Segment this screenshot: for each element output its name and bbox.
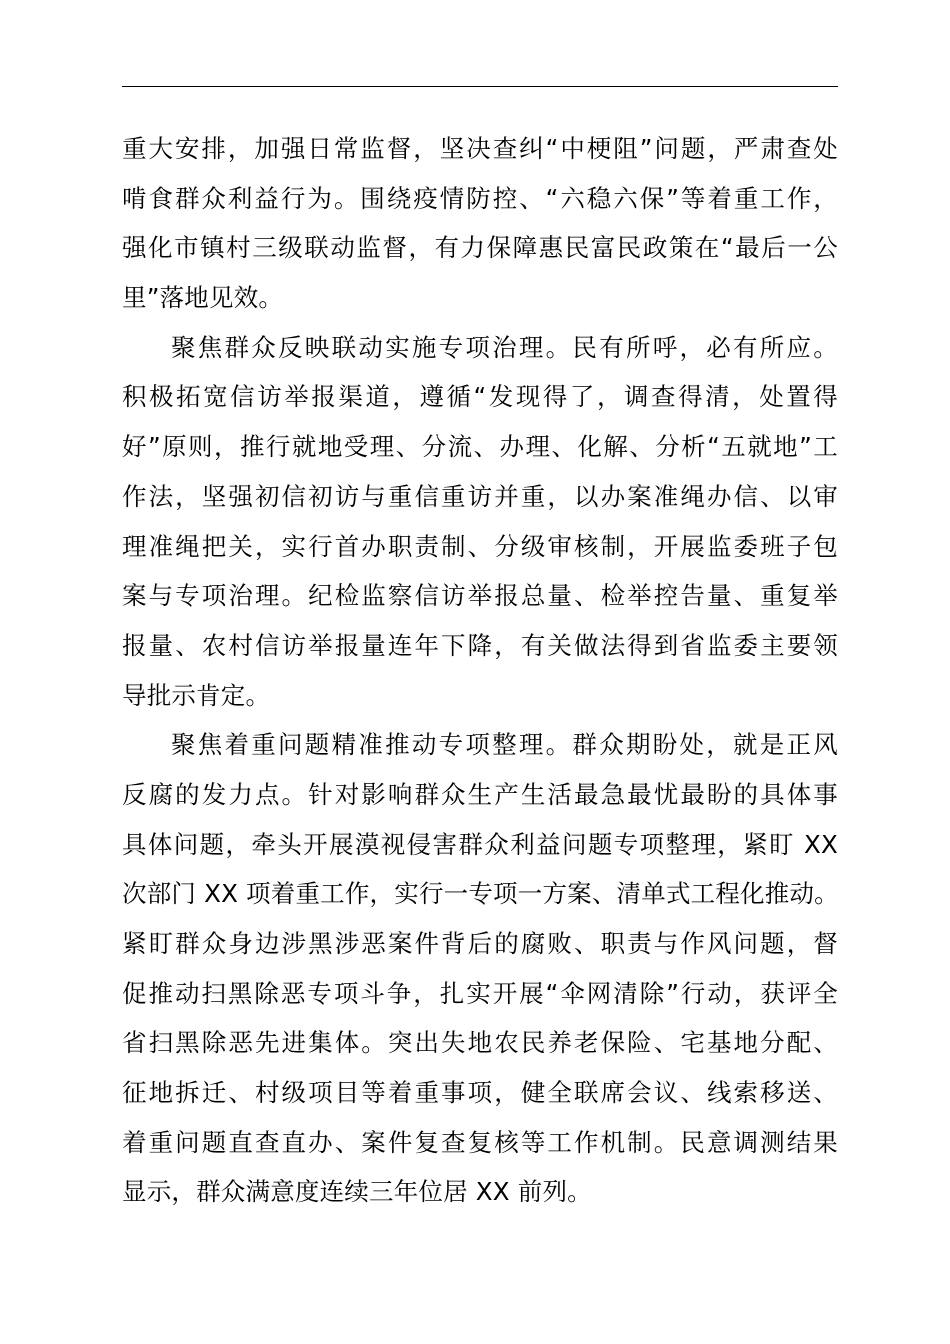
text-line: 导批示肯定。 xyxy=(122,680,271,710)
paragraph-3 xyxy=(122,723,838,1220)
paragraph-2 xyxy=(122,326,838,724)
text-line: 理准绳把关，实行首办职责制、分级审核制，开展监委班子包 xyxy=(122,531,838,561)
text-line: 着重问题直查直办、案件复查复核等工作机制。民意调测结果 xyxy=(122,1127,838,1157)
text-line: 聚焦群众反映联动实施专项治理。民有所呼，必有所应。 xyxy=(171,332,838,362)
text-line: 反腐的发力点。针对影响群众生产生活最急最忧最盼的具体事 xyxy=(122,779,838,809)
text-line: 里”落地见效。 xyxy=(122,283,284,313)
text-line: 好”原则，推行就地受理、分流、办理、化解、分析“五就地”工 xyxy=(122,432,838,462)
text-line: 积极拓宽信访举报渠道，遵循“发现得了，调查得清，处置得 xyxy=(122,382,838,412)
text-line: 显示，群众满意度连续三年位居 XX 前列。 xyxy=(122,1177,592,1207)
text-line: 重大安排，加强日常监督，坚决查纠“中梗阻”问题，严肃查处 xyxy=(122,134,838,163)
text-line: 报量、农村信访举报量连年下降，有关做法得到省监委主要领 xyxy=(122,630,838,660)
text-line: 紧盯群众身边涉黑涉恶案件背后的腐败、职责与作风问题，督 xyxy=(122,929,838,958)
paragraph-1 xyxy=(122,127,838,326)
text-line: 聚焦着重问题精准推动专项整理。群众期盼处，就是正风 xyxy=(171,730,838,760)
text-line: 具体问题，牵头开展漠视侵害群众利益问题专项整理，紧盯 XX xyxy=(122,829,838,859)
text-line: 强化市镇村三级联动监督，有力保障惠民富民政策在“最后一公 xyxy=(122,233,838,263)
text-line: 征地拆迁、村级项目等着重事项，健全联席会议、线索移送、 xyxy=(122,1078,838,1108)
text-line: 促推动扫黑除恶专项斗争，扎实开展“伞网清除”行动，获评全 xyxy=(122,978,838,1008)
text-line: 作法，坚强初信初访与重信重访并重，以办案准绳办信、以审 xyxy=(122,481,838,511)
body-text xyxy=(122,127,838,1220)
text-line: 案与专项治理。纪检监察信访举报总量、检举控告量、重复举 xyxy=(122,581,838,611)
text-line: 次部门 XX 项着重工作，实行一专项一方案、清单式工程化推动。 xyxy=(122,879,839,909)
text-line: 省扫黑除恶先进集体。突出失地农民养老保险、宅基地分配、 xyxy=(122,1028,838,1058)
text-line: 啃食群众利益行为。围绕疫情防控、“六稳六保”等着重工作， xyxy=(122,183,838,213)
header-rule xyxy=(122,86,838,87)
